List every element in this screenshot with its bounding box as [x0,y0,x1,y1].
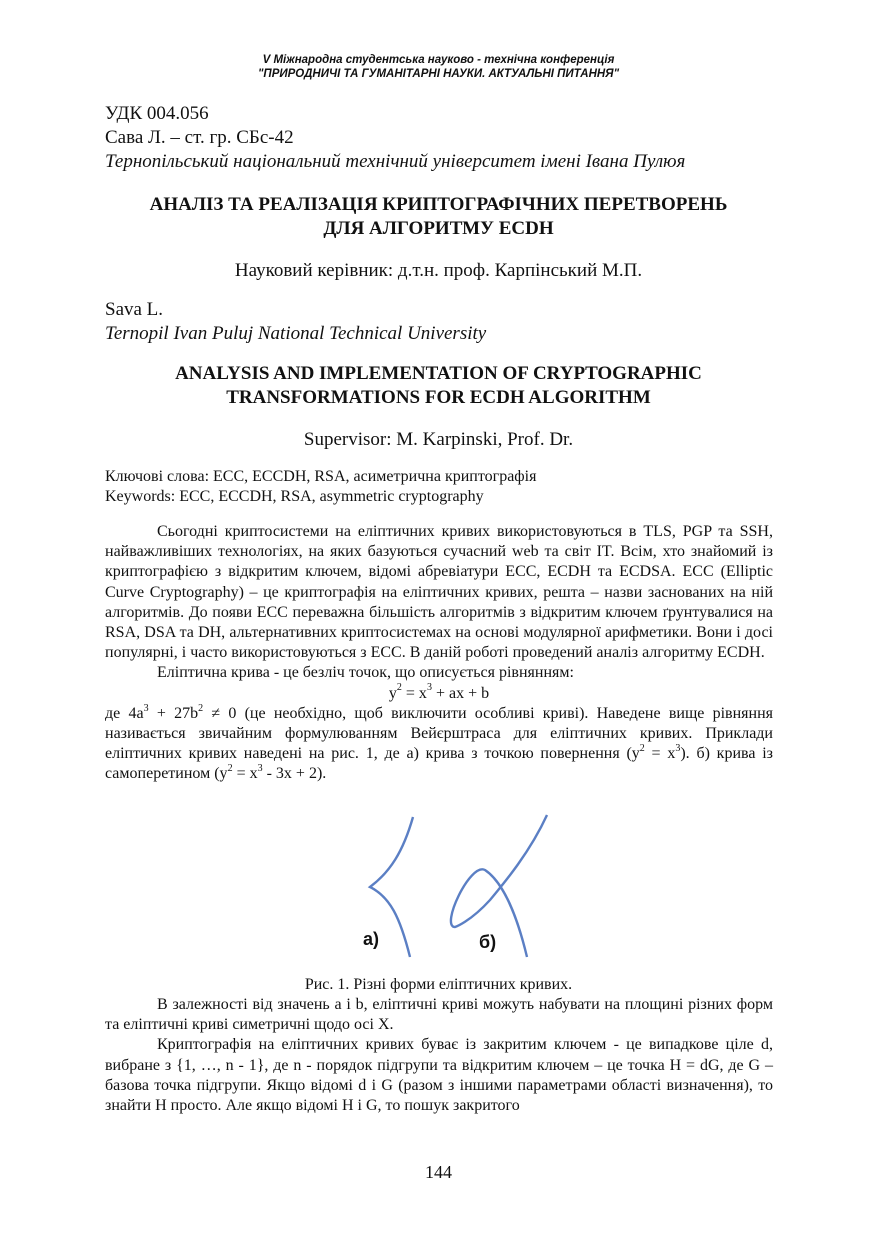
keywords-en: Keywords: ECC, ECCDH, RSA, asymmetric cryptography [105,488,484,505]
title-ua [100,193,777,241]
conference-header [0,53,877,81]
paragraph-keys: Криптографія на еліптичних кривих буває із закритим ключем - це випадкове ціле d, вибране з {1, …, n - 1}, де n - порядок підгрупи та відкритим ключем – це точка H = dG, де G – базова точка підгрупи. Якщо відомі d і G (разом з іншими параметрами області визначення), то знайти H просто. Але якщо відомі H і G, то пошук закритого [105,1036,773,1115]
author-ua: Сава Л. – ст. гр. СБс-42 [105,127,294,148]
conference-name: V Міжнародна студентська науково - технічна конференція [262,54,615,66]
article-meta-ua [105,102,773,174]
supervisor-en: Supervisor: M. Karpinski, Prof. Dr. [303,429,574,450]
body-text-continued [105,995,773,1116]
elliptic-curves-figure [355,812,565,962]
paragraph-curve-def: Еліптична крива - це безліч точок, що описується рівнянням: [157,664,574,682]
title-ua-line2: ДЛЯ АЛГОРИТМУ ECDH [323,218,554,239]
figure-label-a: а) [363,929,380,949]
affiliation-ua: Тернопільський національний технічний університет імені Івана Пулюя [105,151,686,172]
body-text [105,522,773,785]
figure-label-b: б) [479,932,497,952]
keywords [105,467,773,507]
udk-code: УДК 004.056 [105,103,209,124]
article-meta-en [105,298,773,346]
supervisor-ua: Науковий керівник: д.т.н. проф. Карпінський М.П. [234,260,643,281]
weierstrass-equation: $y^2 = x^3$ + ax + b [388,682,490,702]
page-number: 144 [425,1162,452,1182]
paragraph-condition: де $4a^3 + 27b^2 \ne 0$ (це необхідно, щоб виключити особливі криві). Наведене вище рівняння називається звичайним формулюванням Вейєрштраса для еліптичних кривих. Приклади еліптичних кривих наведені на рис. 1, де а) крива з точкою повернення $(y^2 = x^3)$. б) крива із самоперетином $(y^2 = x^3 - 3x + 2)$. [105,702,774,783]
paragraph-intro: Сьогодні криптосистеми на еліптичних кривих використовуються в TLS, PGP та SSH, найважливіших технологіях, на яких базуються сучасний web та світ IT. Всім, хто знайомий із криптографією з відкритим ключем, відомі абревіатури ECC, ECDH та ECDSA. ECC (Elliptic Curve Cryptography) – це криптографія на еліптичних кривих, решта – назви заснованих на ній алгоритмів. До появи ECC переважна більшість алгоритмів з відкритим ключем ґрунтувалися на RSA, DSA та DH, альтернативних криптосистемах на основі модулярної арифметики. Вони і досі популярні, і часто використовуються з ECC. В даній роботі проведений аналіз алгоритму ECDH. [105,523,773,662]
title-en [100,362,777,410]
title-en-line2: TRANSFORMATIONS FOR ECDH ALGORITHM [226,387,651,408]
figure-caption: Рис. 1. Різні форми еліптичних кривих. [304,976,573,993]
conference-theme: "ПРИРОДНИЧІ ТА ГУМАНІТАРНІ НАУКИ. АКТУАЛЬНІ ПИТАННЯ" [257,68,620,80]
self-intersecting-curve [451,815,547,957]
author-en: Sava L. [105,299,164,320]
title-en-line1: ANALYSIS AND IMPLEMENTATION OF CRYPTOGRAPHIC [175,363,702,384]
title-ua-line1: АНАЛІЗ ТА РЕАЛІЗАЦІЯ КРИПТОГРАФІЧНИХ ПЕРЕТВОРЕНЬ [149,194,728,215]
paragraph-shapes: В залежності від значень a і b, еліптичні криві можуть набувати на площині різних форм та еліптичні криві симетричні щодо осі X. [105,996,773,1034]
keywords-ua: Ключові слова: ECC, ECCDH, RSA, асиметрична криптографія [105,468,537,485]
affiliation-en: Ternopil Ivan Puluj National Technical University [105,323,487,344]
